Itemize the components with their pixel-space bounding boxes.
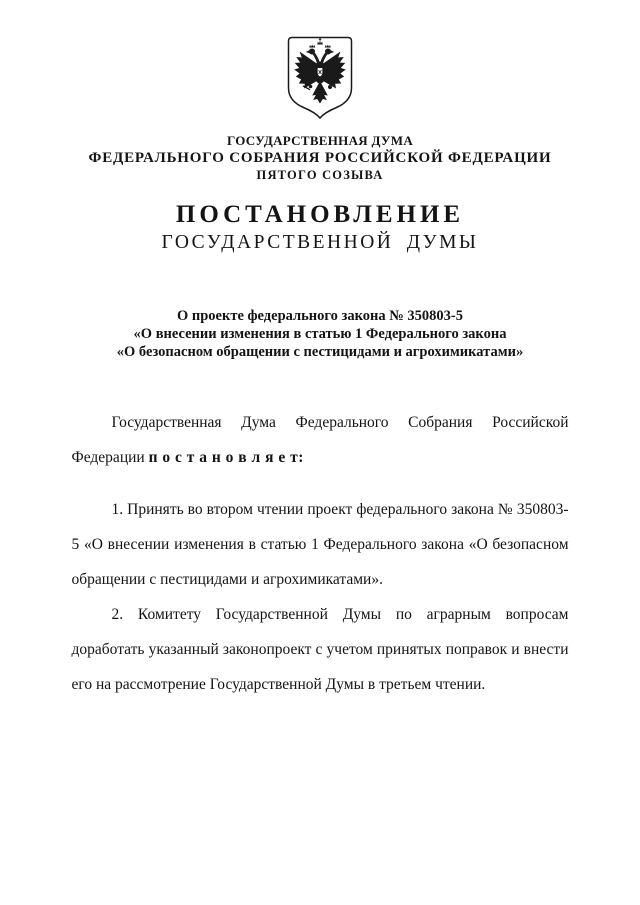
subject-line: «О внесении изменения в статью 1 Федерального закона [133,326,507,342]
intro-text: Государственная Дума Федерального Собрания Российской Федерации [71,414,569,466]
issuing-authority-block [0,133,640,184]
resolves-emphasis: п о с т а н о в л я е т: [148,449,304,466]
authority-parent: ФЕДЕРАЛЬНОГО СОБРАНИЯ РОССИЙСКОЙ ФЕДЕРАЦИИ [88,150,552,166]
convocation-label: ПЯТОГО СОЗЫВА [256,168,384,182]
body-paragraph: 2. Комитету Государственной Думы по аграрным вопросам доработать указанный законопроект с учетом принятых поправок и внести его на рассмотрение Государственной Думы в третьем чтении. [71,606,569,693]
body-paragraph: 1. Принять во втором чтении проект федерального закона № 350803-5 «О внесении изменения в статью 1 Федерального закона «О безопасном обращении с пестицидами и агрохимикатами». [71,501,569,588]
document-type-subtitle: ГОСУДАРСТВЕННОЙ ДУМЫ [161,232,479,253]
authority-name: ГОСУДАРСТВЕННАЯ ДУМА [226,133,414,148]
document-title-block [0,201,640,255]
document-type-title: ПОСТАНОВЛЕНИЕ [175,201,465,228]
resolution-intro-paragraph [72,405,569,475]
document-subject [0,307,640,361]
subject-line: О проекте федерального закона № 350803-5 [176,308,464,324]
russia-coat-of-arms-icon [287,36,353,120]
subject-line: «О безопасном обращении с пестицидами и агрохимикатами» [116,344,524,360]
document-body [72,405,569,702]
